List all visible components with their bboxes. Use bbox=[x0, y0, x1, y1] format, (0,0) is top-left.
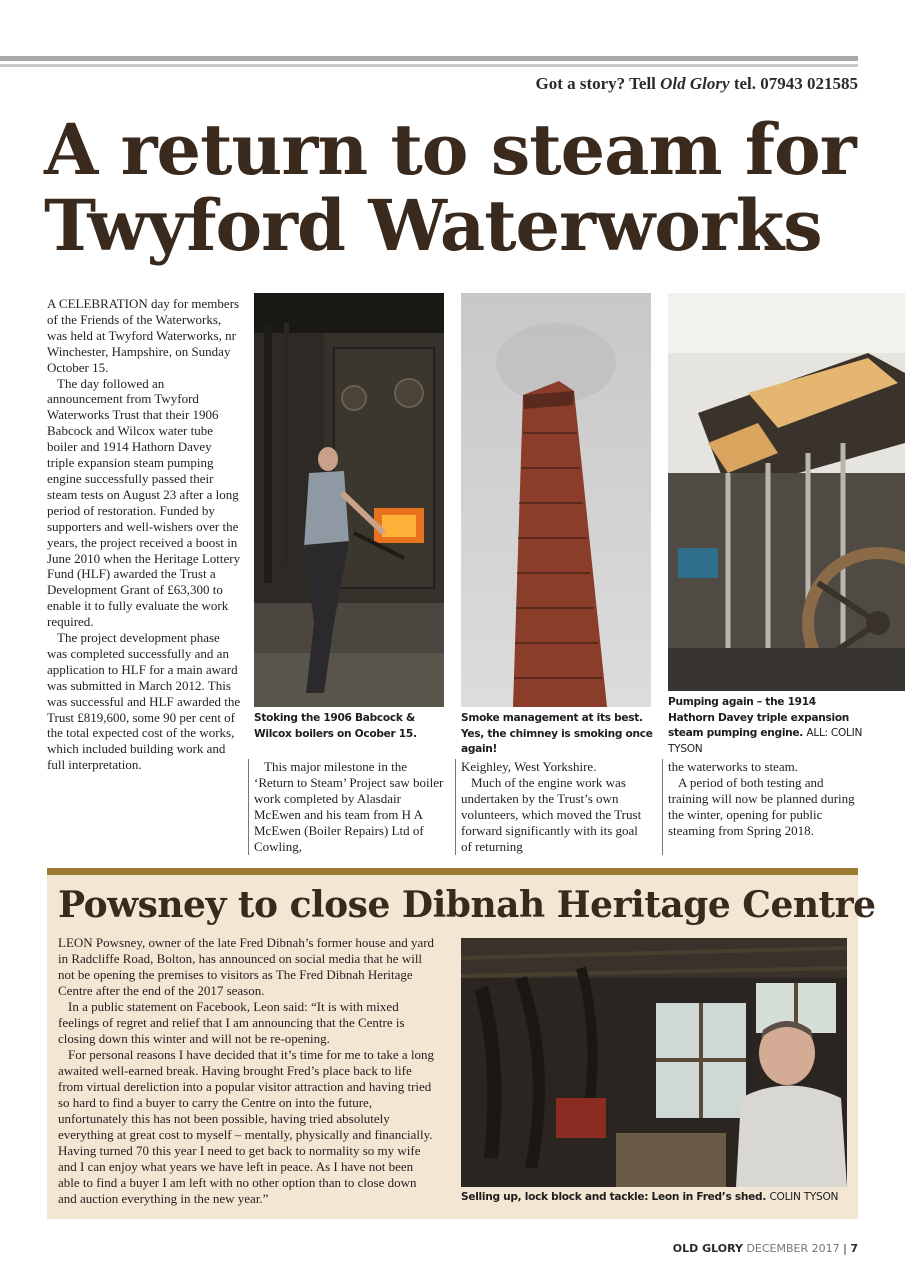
contact-tagline: Got a story? Tell Old Glory tel. 07943 021585 bbox=[535, 74, 858, 93]
top-rule bbox=[0, 56, 858, 61]
paragraph: The day followed an announcement from Twyford Waterworks Trust that their 1906 Babcock and Wilcox water tube boiler and 1914 Hathorn Davey triple expansion steam pumping engine successfully passed their steam tests on August 23 after a long period of restoration. Funded by supporters and well-wishers over the years, the project received a boost in June 2010 when the Heritage Lottery Fund (HLF) awarded the Trust a Development Grant of £63,300 to enable it to fully evaluate the work required. bbox=[47, 375, 241, 630]
issue-date: DECEMBER 2017 bbox=[746, 1242, 840, 1255]
article-headline: A return to steam for Twyford Waterworks bbox=[44, 108, 856, 267]
engine-caption: Pumping again – the 1914 Hathorn Davey triple expansion steam pumping engine. ALL: COLIN TYSON bbox=[668, 696, 863, 755]
leon-photo-caption: Selling up, lock block and tackle: Leon in Fred’s shed. COLIN TYSON bbox=[461, 1191, 839, 1203]
boiler-stoking-photo bbox=[254, 293, 444, 707]
paragraph: A period of both testing and training will now be planned during the winter, opening for public steaming from Spring 2018. bbox=[668, 774, 855, 838]
chimney-photo bbox=[461, 293, 651, 707]
column-divider bbox=[662, 759, 663, 855]
leon-in-shed-photo bbox=[461, 938, 847, 1187]
paragraph: This major milestone in the ‘Return to Steam’ Project saw boiler work completed by Alasdair McEwen and his team from H A McEwen (Boiler Repairs) Ltd of Cowling, bbox=[254, 759, 444, 854]
photo-credit: ALL: COLIN TYSON bbox=[668, 727, 863, 755]
paragraph: In a public statement on Facebook, Leon said: “It is with mixed feelings of regret and relief that I am announcing that the Centre is closing down this winter and will not be re-opening. bbox=[58, 999, 405, 1046]
paragraph: The project development phase was completed successfully and an application to HLF for a main award was submitted in March 2012. This was successful and HLF awarded the Trust £819,600, some 90 per cent of the total expected cost of the works, which included building work and full interpretation. bbox=[47, 630, 241, 773]
paragraph: For personal reasons I have decided that it’s time for me to take a long awaited well-earned break. Having brought Fred’s place back to life from virtual dereliction into a popular visitor attraction and having tried so hard to find a buyer to carry the Centre on into the future, unfortunately this has not been possible, having tried absolutely everything at great cost to myself – mentally, physically and financially. Having turned 70 this year I need to get back to normality so my wife and I can enjoy what years we have left in peace. As I have not been able to find a buyer I am left with no other option than to close down and auction everything in the new year.” bbox=[58, 1047, 435, 1206]
article-column-2 bbox=[254, 759, 444, 854]
paragraph: the waterworks to steam. bbox=[668, 759, 798, 774]
article-column-3 bbox=[461, 759, 651, 854]
news-box-headline: Powsney to close Dibnah Heritage Centre bbox=[58, 884, 876, 926]
paragraph: Much of the engine work was undertaken by the Trust’s own volunteers, which moved the Trust forward significantly with its goal of returning bbox=[461, 774, 642, 854]
top-rule-secondary bbox=[0, 64, 858, 67]
paragraph: A CELEBRATION day for members of the Friends of the Waterworks, was held at Twyford Waterworks, nr Winchester, Hampshire, on Sunday October 15. bbox=[47, 296, 240, 375]
paragraph: Keighley, West Yorkshire. bbox=[461, 759, 597, 774]
tagline-brand: Old Glory bbox=[660, 74, 730, 93]
chimney-caption: Smoke management at its best. Yes, the chimney is smoking once again! bbox=[461, 712, 653, 755]
page-footer bbox=[673, 1242, 858, 1255]
steam-engine-photo bbox=[668, 293, 905, 691]
paragraph: LEON Powsney, owner of the late Fred Dibnah’s former house and yard in Radcliffe Road, Bolton, has announced on social media that he will not be opening the premises to visitors as The Fred Dibnah Heritage Centre after the end of the 2017 season. bbox=[58, 935, 435, 998]
column-divider bbox=[455, 759, 456, 855]
article-column-1 bbox=[47, 296, 242, 773]
news-box-top-rule bbox=[47, 868, 858, 875]
article-column-4 bbox=[668, 759, 858, 839]
boiler-caption: Stoking the 1906 Babcock & Wilcox boilers on Ocober 15. bbox=[254, 712, 417, 740]
column-divider bbox=[248, 759, 249, 855]
photo-credit: COLIN TYSON bbox=[769, 1191, 839, 1203]
footer-separator: | bbox=[843, 1242, 847, 1255]
magazine-name: OLD GLORY bbox=[672, 1242, 743, 1255]
news-box-text bbox=[58, 935, 438, 1207]
page-number: 7 bbox=[850, 1242, 858, 1255]
